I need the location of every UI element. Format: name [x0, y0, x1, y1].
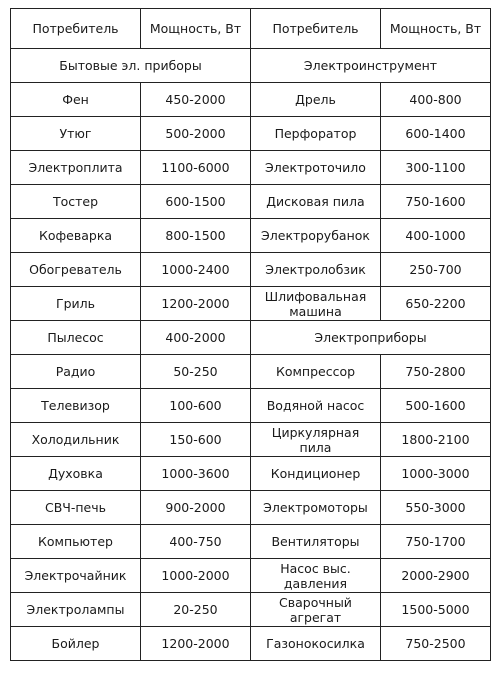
consumer-name-left: [11, 151, 141, 185]
power-range-left-text: 900-2000: [165, 500, 226, 515]
consumer-name-left: [11, 593, 141, 627]
consumer-name-right: [251, 593, 381, 627]
power-range-left: [141, 423, 251, 457]
consumer-name-right-text: Водяной насос: [266, 398, 365, 413]
consumer-name-right-text: Электроточило: [265, 160, 366, 175]
power-range-left-text: 400-2000: [165, 330, 226, 345]
consumer-name-left: [11, 355, 141, 389]
consumer-name-right: [251, 491, 381, 525]
power-range-right-text: 600-1400: [405, 126, 466, 141]
power-range-right: [381, 457, 491, 491]
section-tools-text: Электроинструмент: [303, 58, 438, 73]
consumer-name-left-text: Духовка: [48, 466, 103, 481]
power-range-right-text: 1500-5000: [401, 602, 470, 617]
power-range-left-text: 800-1500: [165, 228, 226, 243]
consumer-name-right-text: Электролобзик: [265, 262, 366, 277]
power-range-right-text: 250-700: [409, 262, 462, 277]
power-range-right: [381, 185, 491, 219]
consumer-name-right: [251, 389, 381, 423]
power-range-left-text: 50-250: [173, 364, 218, 379]
power-range-right-text: 750-2800: [405, 364, 466, 379]
consumer-name-right: [251, 253, 381, 287]
consumer-name-left-text: Электроплита: [28, 160, 123, 175]
power-range-left: [141, 627, 251, 661]
power-consumption-table: [10, 8, 491, 661]
column-header-power-right: Мощность, Вт: [381, 9, 491, 49]
power-range-left-text: 1000-3600: [161, 466, 230, 481]
consumer-name-left-text: Электролампы: [26, 602, 125, 617]
consumer-name-right: [251, 117, 381, 151]
power-range-left: [141, 389, 251, 423]
power-range-left: [141, 355, 251, 389]
consumer-name-left: [11, 321, 141, 355]
power-range-right: [381, 491, 491, 525]
power-range-left: [141, 321, 251, 355]
power-range-right-text: 400-800: [409, 92, 462, 107]
table-row: [11, 355, 491, 389]
consumer-name-right: [251, 151, 381, 185]
table-row: [11, 389, 491, 423]
power-range-right: [381, 355, 491, 389]
power-range-left: [141, 287, 251, 321]
power-range-left-text: 500-2000: [165, 126, 226, 141]
table-row: [11, 83, 491, 117]
power-range-left-text: 1000-2000: [161, 568, 230, 583]
power-range-left-text: 600-1500: [165, 194, 226, 209]
consumer-name-left-text: Бойлер: [51, 636, 100, 651]
power-range-right-text: 650-2200: [405, 296, 466, 311]
power-range-left: [141, 83, 251, 117]
table-row: [11, 253, 491, 287]
power-range-right: [381, 219, 491, 253]
consumer-name-left-text: Телевизор: [41, 398, 110, 413]
table-row: [11, 185, 491, 219]
consumer-name-left: [11, 117, 141, 151]
consumer-name-right-text: Электромоторы: [263, 500, 368, 515]
consumer-name-right: [251, 423, 381, 457]
consumer-name-right-text: Шлифовальная машина: [264, 288, 367, 319]
consumer-name-left: [11, 525, 141, 559]
table-row: [11, 491, 491, 525]
power-range-left-text: 1200-2000: [161, 636, 230, 651]
power-range-right: [381, 389, 491, 423]
power-range-right: [381, 593, 491, 627]
consumer-name-right: [251, 559, 381, 593]
power-range-right-text: 750-1600: [405, 194, 466, 209]
power-range-left: [141, 151, 251, 185]
table-row: [11, 593, 491, 627]
power-range-right: [381, 627, 491, 661]
power-range-left-text: 100-600: [169, 398, 222, 413]
power-range-right: [381, 83, 491, 117]
power-range-left-text: 20-250: [173, 602, 218, 617]
consumer-name-right: [251, 525, 381, 559]
power-range-left: [141, 593, 251, 627]
consumer-name-left-text: Тостер: [52, 194, 99, 209]
table-row: [11, 287, 491, 321]
power-range-right-text: 500-1600: [405, 398, 466, 413]
power-range-right: [381, 253, 491, 287]
consumer-name-right-text: Дисковая пила: [266, 194, 365, 209]
consumer-name-left: [11, 559, 141, 593]
power-range-right: [381, 525, 491, 559]
column-header-consumer-left: Потребитель: [11, 9, 141, 49]
consumer-name-right: [251, 287, 381, 321]
power-range-right: [381, 559, 491, 593]
power-range-right-text: 1800-2100: [401, 432, 470, 447]
power-range-right-text: 750-2500: [405, 636, 466, 651]
power-range-left-text: 1100-6000: [161, 160, 230, 175]
column-header-consumer-right: Потребитель: [251, 9, 381, 49]
power-range-left: [141, 253, 251, 287]
section-household: [11, 49, 251, 83]
power-range-right-text: 750-1700: [405, 534, 466, 549]
consumer-name-right: [251, 219, 381, 253]
power-range-left: [141, 219, 251, 253]
table-row: [11, 219, 491, 253]
table-row: [11, 457, 491, 491]
table-row: [11, 627, 491, 661]
power-range-left-text: 1200-2000: [161, 296, 230, 311]
consumer-name-right: [251, 185, 381, 219]
power-range-right-text: 2000-2900: [401, 568, 470, 583]
power-range-left-text: 400-750: [169, 534, 222, 549]
consumer-name-right-text: Кондиционер: [270, 466, 361, 481]
consumer-name-right: [251, 627, 381, 661]
consumer-name-left: [11, 83, 141, 117]
power-range-right: [381, 423, 491, 457]
consumer-name-left-text: Компьютер: [38, 534, 113, 549]
power-range-left: [141, 457, 251, 491]
power-range-right-text: 550-3000: [405, 500, 466, 515]
consumer-name-left-text: Обогреватель: [29, 262, 122, 277]
consumer-name-right-text: Компрессор: [275, 364, 356, 379]
header-row: [11, 9, 491, 49]
consumer-name-left: [11, 627, 141, 661]
consumer-name-left-text: Гриль: [55, 296, 96, 311]
power-range-right: [381, 151, 491, 185]
consumer-name-left: [11, 423, 141, 457]
table-row: [11, 117, 491, 151]
table-row: [11, 321, 491, 355]
power-range-left: [141, 559, 251, 593]
consumer-name-right-text: Перфоратор: [274, 126, 357, 141]
power-range-right-text: 1000-3000: [401, 466, 470, 481]
consumer-name-left-text: Фен: [62, 92, 89, 107]
consumer-name-left: [11, 287, 141, 321]
consumer-name-right-text: Сварочный агрегат: [279, 594, 352, 625]
power-range-left-text: 1000-2400: [161, 262, 230, 277]
consumer-name-left-text: Радио: [55, 364, 96, 379]
power-range-right-text: 400-1000: [405, 228, 466, 243]
consumer-name-right-text: Дрель: [295, 92, 336, 107]
table-row: [11, 423, 491, 457]
table-row: [11, 151, 491, 185]
consumer-name-right: [251, 83, 381, 117]
consumer-name-right-text: Газонокосилка: [266, 636, 365, 651]
consumer-name-left: [11, 389, 141, 423]
consumer-name-left: [11, 219, 141, 253]
power-range-left: [141, 491, 251, 525]
consumer-name-left: [11, 457, 141, 491]
power-range-left-text: 150-600: [169, 432, 222, 447]
consumer-name-left: [11, 185, 141, 219]
column-header-power-left: Мощность, Вт: [141, 9, 251, 49]
table-row: [11, 559, 491, 593]
power-range-left-text: 450-2000: [165, 92, 226, 107]
consumer-name-right-text: Вентиляторы: [271, 534, 360, 549]
section-appliances-text: Электроприборы: [314, 330, 427, 345]
consumer-name-left-text: Электрочайник: [24, 568, 127, 583]
power-range-left: [141, 117, 251, 151]
consumer-name-left-text: СВЧ-печь: [45, 500, 106, 515]
power-range-right-text: 300-1100: [405, 160, 466, 175]
consumer-name-right-text: Циркулярная пила: [271, 424, 360, 455]
consumer-name-right: [251, 355, 381, 389]
section-household-text: Бытовые эл. приборы: [59, 58, 202, 73]
power-consumption-document: [10, 8, 490, 661]
power-range-left: [141, 185, 251, 219]
power-range-right: [381, 287, 491, 321]
consumer-name-left-text: Пылесос: [47, 330, 104, 345]
table-body: [11, 9, 491, 661]
consumer-name-left: [11, 491, 141, 525]
consumer-name-right: [251, 457, 381, 491]
section-appliances: [251, 321, 491, 355]
consumer-name-left-text: Холодильник: [31, 432, 120, 447]
section-row: [11, 49, 491, 83]
power-range-left: [141, 525, 251, 559]
consumer-name-left-text: Кофеварка: [38, 228, 113, 243]
consumer-name-right-text: Насос выс. давления: [280, 560, 351, 591]
table-row: [11, 525, 491, 559]
consumer-name-left: [11, 253, 141, 287]
consumer-name-right-text: Электрорубанок: [261, 228, 370, 243]
section-tools: [251, 49, 491, 83]
consumer-name-left-text: Утюг: [59, 126, 92, 141]
power-range-right: [381, 117, 491, 151]
